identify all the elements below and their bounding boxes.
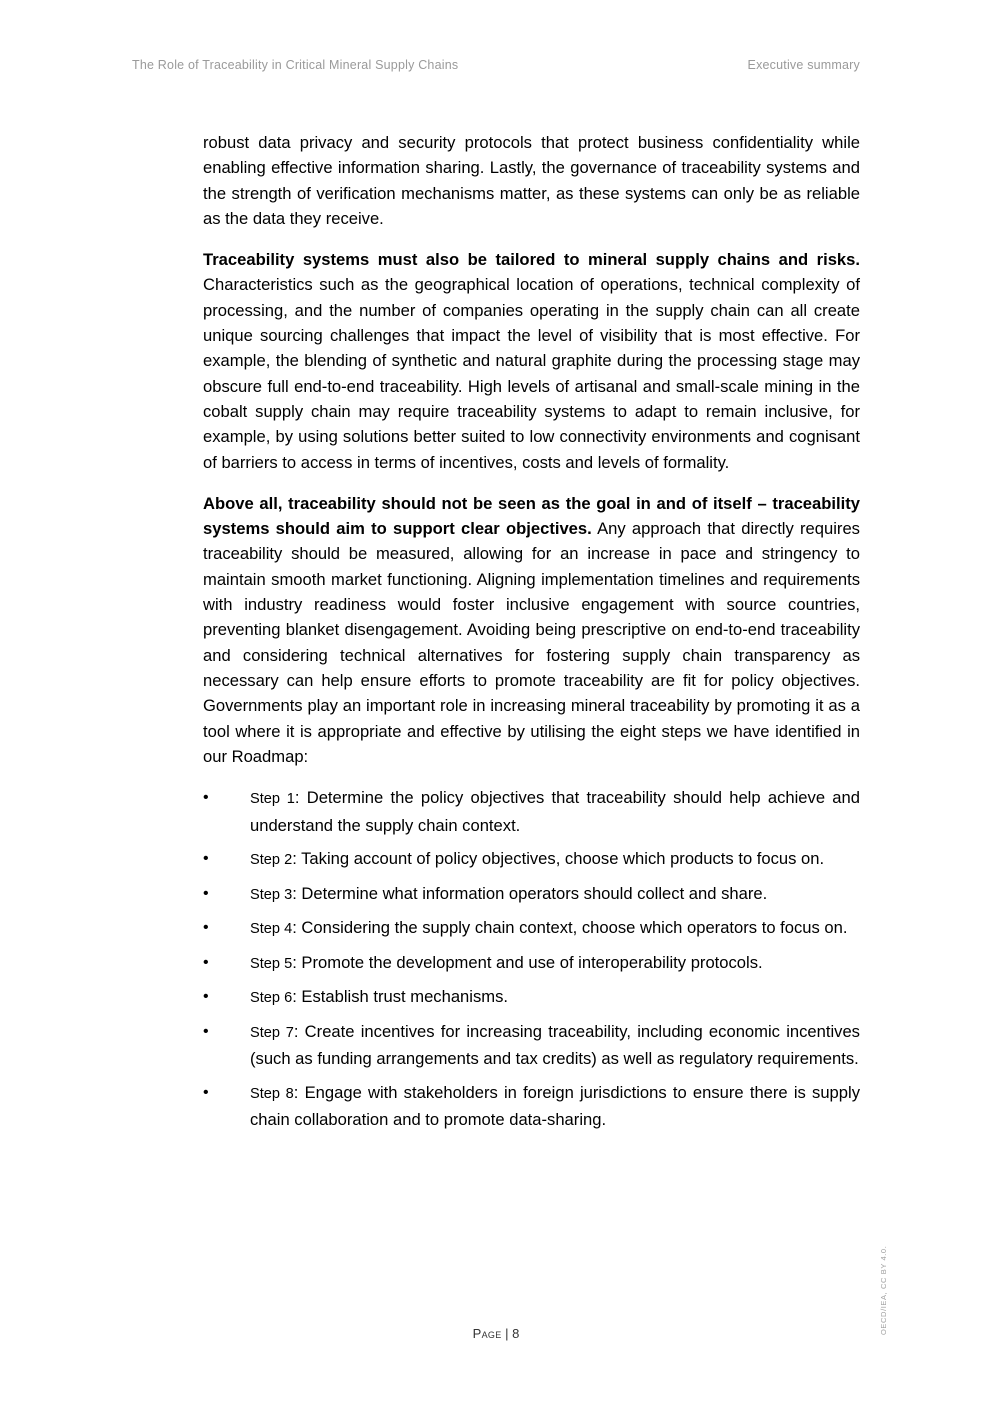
bullet-icon: • <box>203 1083 209 1101</box>
page-separator: | <box>501 1326 513 1341</box>
header-document-title: The Role of Traceability in Critical Mineral Supply Chains <box>132 58 459 72</box>
page-body <box>203 130 860 1141</box>
list-item <box>203 984 860 1012</box>
bullet-icon: • <box>203 850 209 868</box>
step-label: Step 8 <box>250 1085 294 1102</box>
page-word: Page <box>472 1326 502 1341</box>
list-item <box>203 950 860 978</box>
paragraph-3-lead: Above all, traceability should not be seen as the goal in and of itself – traceability systems should aim to support clear objectives. <box>203 493 860 539</box>
list-item <box>203 785 860 839</box>
header-section-name: Executive summary <box>747 58 860 72</box>
paragraph-3 <box>203 491 860 769</box>
paragraph-2-text: Characteristics such as the geographical location of operations, technical complexity of processing, and the number of companies operating in the supply chain can all create unique sourcing challenges that impact the level of visibility that is most effective. For example, the blending of synthetic and natural graphite during the processing stage may obscure full end-to-end traceability. High levels of artisanal and small-scale mining in the cobalt supply chain may require traceability systems to adapt to remain inclusive, for example, by using solutions better suited to low connectivity environments and cognisant of barriers to access in terms of incentives, costs and levels of formality. <box>203 275 860 472</box>
paragraph-1-text: robust data privacy and security protocols that protect business confidentiality while enabling effective information sharing. Lastly, the governance of traceability systems and the strength of verification mechanisms matter, as these systems can only be as reliable as the data they receive. <box>203 133 860 228</box>
copyright-credit: OECD/IEA, CC BY 4.0. <box>879 1245 888 1335</box>
paragraph-1 <box>203 130 860 231</box>
step-text: : Create incentives for increasing traceability, including economic incentives (such as funding arrangements and tax credits) as well as regulatory requirements. <box>250 1021 860 1069</box>
bullet-icon: • <box>203 1022 209 1040</box>
roadmap-steps-list <box>203 785 860 1134</box>
paragraph-2-lead: Traceability systems must also be tailored to mineral supply chains and risks. <box>203 250 860 270</box>
step-text: : Engage with stakeholders in foreign jurisdictions to ensure there is supply chain collaboration and to promote data-sharing. <box>250 1082 860 1130</box>
bullet-icon: • <box>203 919 209 937</box>
list-item <box>203 915 860 943</box>
step-text: : Determine the policy objectives that traceability should help achieve and understand the supply chain context. <box>250 788 860 835</box>
bullet-icon: • <box>203 789 209 807</box>
running-header <box>132 58 860 76</box>
list-item <box>203 1019 860 1073</box>
step-label: Step 2 <box>250 852 293 869</box>
step-text: : Establish trust mechanisms. <box>292 987 508 1007</box>
step-label: Step 7 <box>250 1024 294 1041</box>
list-item <box>203 1080 860 1134</box>
step-text: : Determine what information operators should collect and share. <box>292 883 768 903</box>
bullet-icon: • <box>203 953 209 971</box>
bullet-icon: • <box>203 884 209 902</box>
page-number: 8 <box>512 1326 520 1341</box>
list-item <box>203 881 860 909</box>
list-item <box>203 846 860 874</box>
step-label: Step 1 <box>250 791 295 808</box>
step-label: Step 5 <box>250 955 293 972</box>
paragraph-2 <box>203 247 860 475</box>
step-text: : Promote the development and use of interoperability protocols. <box>292 952 763 972</box>
page-footer <box>0 1326 992 1341</box>
step-label: Step 4 <box>250 921 293 938</box>
bullet-icon: • <box>203 988 209 1006</box>
step-label: Step 6 <box>250 990 293 1007</box>
step-label: Step 3 <box>250 886 293 903</box>
step-text: : Considering the supply chain context, choose which operators to focus on. <box>292 918 848 938</box>
step-text: : Taking account of policy objectives, choose which products to focus on. <box>292 849 825 869</box>
paragraph-3-text: Any approach that directly requires traceability should be measured, allowing for an increase in pace and stringency to maintain smooth market functioning. Aligning implementation timelines and requirements with industry readiness would foster inclusive engagement with source countries, preventing blanket disengagement. Avoiding being prescriptive on end-to-end traceability and considering technical alternatives for fostering supply chain transparency as necessary can help ensure efforts to promote traceability are fit for policy objectives. Governments play an important role in increasing mineral traceability by promoting it as a tool where it is appropriate and effective by utilising the eight steps we have identified in our Roadmap: <box>203 519 860 766</box>
